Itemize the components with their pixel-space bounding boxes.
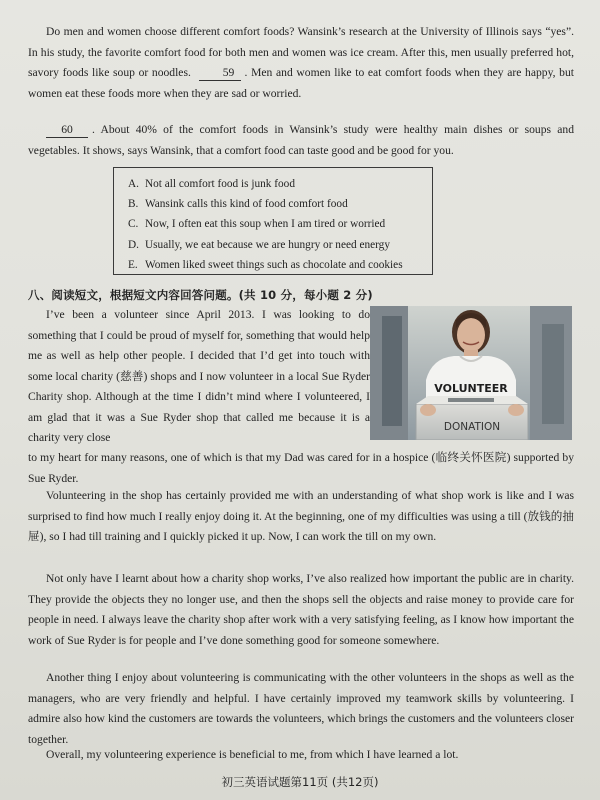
option-b: B. Wansink calls this kind of food comfort food <box>128 198 348 211</box>
passage-a-paragraph-1: Do men and women choose different comfort foods? Wansink’s research at the University of Illinois says “yes”. In his study, the favorite comfort food for both men and women was ice cream. After this, men usually preferred hot, savory foods like soup or noodles. 59 . Men and women like to eat comfort foods when they are happy, but women eat these foods more when they are sad or worried. <box>28 25 575 100</box>
answer-blank-59[interactable]: 59 <box>199 66 241 81</box>
volunteer-photo <box>370 306 572 440</box>
option-e: E. Women liked sweet things such as chocolate and cookies <box>128 258 403 271</box>
passage-b-paragraph-5: Overall, my volunteering experience is beneficial to me, from which I have learned a lot. <box>46 748 459 761</box>
passage-b-paragraph-4: Another thing I enjoy about volunteering is communicating with the other volunteers in the shops as well as the managers, who are very friendly and helpful. I have certainly improved my teamwork skills by volunteering. I admire also how kind the customers are towards the volunteers, which brings the customers and the volunteers closer together. <box>28 671 574 746</box>
passage-b-paragraph-2: Volunteering in the shop has certainly provided me with an understanding of what shop work is like and I was surprised to find how much I really enjoy doing it. At the beginning, one of my difficulties was using a till (放钱的抽屉), so I had till training and I quickly picked it up. Now, I can work the till on my own. <box>28 489 574 543</box>
passage-a-paragraph-2: 60 . About 40% of the comfort foods in Wansink’s study were healthy main dishes or soups and vegetables. It shows, says Wansink, that a comfort food can taste good and be good for you. <box>28 123 574 157</box>
section-heading: 八、阅读短文，根据短文内容回答问题。(共 10 分，每小题 2 分) <box>28 288 373 302</box>
donation-box-text: DONATION <box>443 421 501 433</box>
passage-b-paragraph-1-start: I’ve been a volunteer since April 2013. I was looking to do something that I could be proud of myself for, something that would help me as well as help other people. I decided that I’d get into touch with some local charity (慈善) shops and I now volunteer in a local Sue Ryder Charity shop. Although at the time I didn’t mind where I volunteered, I am glad that it was a Sue Ryder shop that called me because it is a charity very close <box>28 308 370 444</box>
option-d: D. Usually, we eat because we are hungry or need energy <box>128 238 390 251</box>
answer-blank-60[interactable]: 60 <box>46 123 88 138</box>
volunteer-photo-image <box>370 306 572 440</box>
passage-b-paragraph-1-end: to my heart for many reasons, one of which is that my Dad was cared for in a hospice (临终关怀医院) supported by Sue Ryder. <box>28 451 574 485</box>
passage-b-paragraph-3: Not only have I learnt about how a charity shop works, I’ve also realized how important the public are in charity. They provide the objects they no longer use, and then the shops sell the objects and raise money to provide care for people in need. I always leave the charity shop after work with a very satisfying feeling, as I know how important the work of Sue Ryder is for people and I’ve done something good for someone somewhere. <box>28 572 574 647</box>
option-a: A. Not all comfort food is junk food <box>128 178 295 190</box>
options-box <box>113 167 433 275</box>
page-footer: 初三英语试题第11页 (共12页) <box>221 775 379 789</box>
option-c: C. Now, I often eat this soup when I am tired or worried <box>128 218 386 231</box>
shirt-text: VOLUNTEER <box>434 382 508 395</box>
